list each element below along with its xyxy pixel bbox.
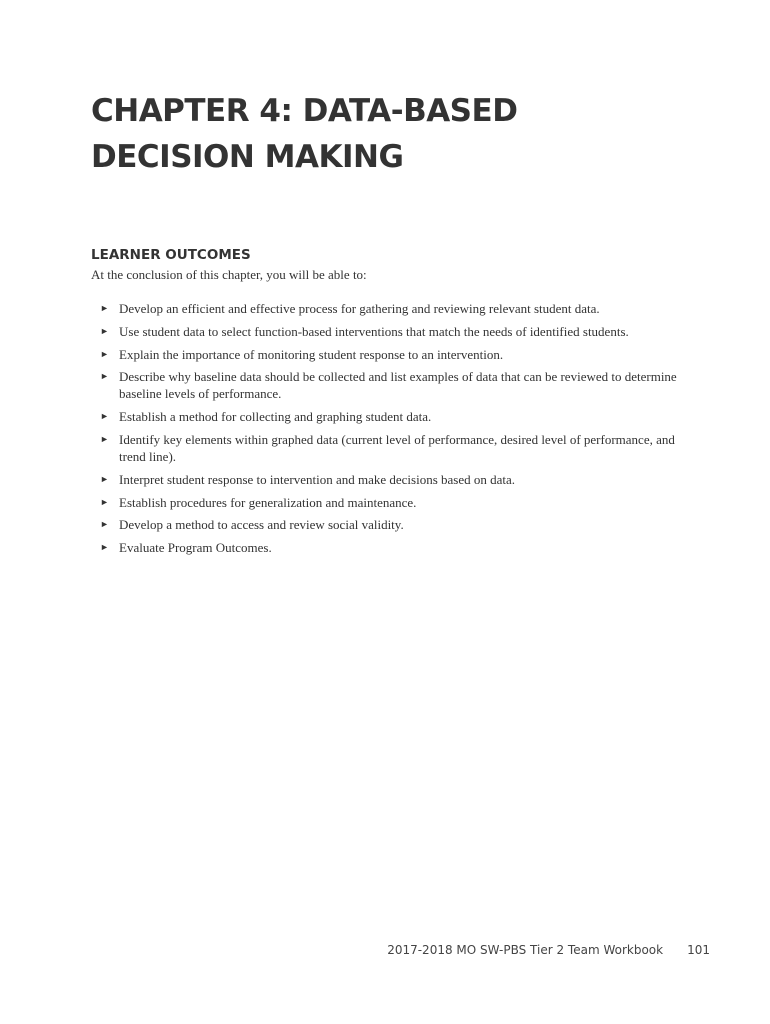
triangle-right-icon: ►: [100, 433, 109, 444]
list-item-text: Evaluate Program Outcomes.: [119, 540, 272, 556]
list-item: [100, 408, 680, 425]
chapter-title-line-1: CHAPTER 4: DATA-BASED: [91, 93, 518, 129]
list-item: [100, 346, 680, 363]
list-item: [100, 494, 680, 511]
list-item-text: Interpret student response to intervention and make decisions based on data.: [119, 471, 516, 487]
triangle-right-icon: ►: [100, 348, 109, 359]
list-item-text: Develop a method to access and review social validity.: [119, 517, 404, 533]
triangle-right-icon: ►: [100, 542, 109, 553]
learner-outcomes-list: [100, 300, 680, 562]
list-item: [100, 323, 680, 340]
list-item: [100, 368, 680, 402]
triangle-right-icon: ►: [100, 496, 109, 507]
footer-workbook-title: 2017-2018 MO SW-PBS Tier 2 Team Workbook: [387, 943, 664, 957]
triangle-right-icon: ►: [100, 303, 109, 313]
triangle-right-icon: ►: [100, 519, 109, 530]
page-number: 101: [687, 943, 710, 957]
list-item-text: Establish a method for collecting and graphing student data.: [119, 409, 432, 425]
list-item: [100, 516, 680, 533]
list-item-text: Use student data to select function-based interventions that match the needs of identified students.: [119, 323, 629, 339]
list-item-text: Develop an efficient and effective process for gathering and reviewing relevant student data.: [119, 301, 600, 316]
list-item: [100, 471, 680, 488]
learner-outcomes-heading: LEARNER OUTCOMES: [91, 247, 251, 263]
list-item: [100, 539, 680, 556]
triangle-right-icon: ►: [100, 325, 109, 336]
page-footer: [387, 942, 710, 958]
list-item-text: Describe why baseline data should be collected and list examples of data that can be reviewed to determine baseline levels of performance.: [119, 369, 677, 402]
list-item-text: Identify key elements within graphed data (current level of performance, desired level of performance, and trend line).: [119, 431, 675, 464]
learner-outcomes-intro: At the conclusion of this chapter, you will be able to:: [91, 267, 367, 282]
chapter-title: [91, 88, 691, 180]
list-item-text: Explain the importance of monitoring student response to an intervention.: [119, 346, 504, 362]
list-item: [100, 300, 680, 317]
triangle-right-icon: ►: [100, 411, 109, 422]
triangle-right-icon: ►: [100, 371, 109, 382]
triangle-right-icon: ►: [100, 473, 109, 484]
chapter-title-line-2: DECISION MAKING: [91, 139, 404, 175]
list-item: [100, 431, 680, 465]
list-item-text: Establish procedures for generalization and maintenance.: [119, 494, 417, 510]
